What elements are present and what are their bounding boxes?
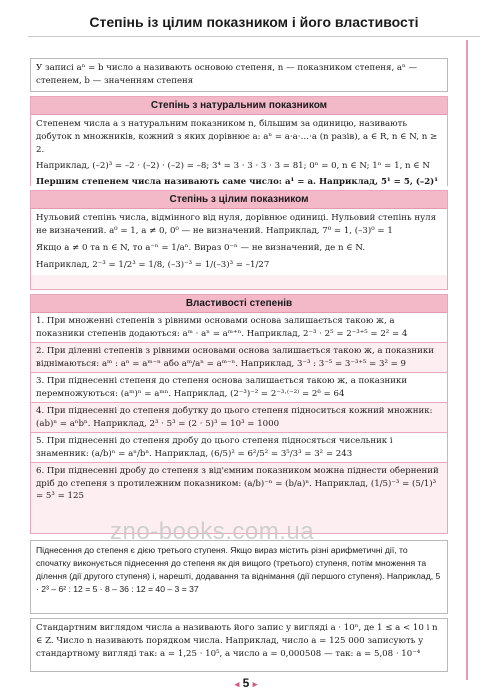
natural-power-header: Степінь з натуральним показником (31, 97, 447, 115)
property-item: 4. При піднесенні до степеня добутку до цього степеня підноситься кожний множник: (ab)ⁿ = aⁿbⁿ. Наприклад, 2³ · 5³ = (2 · 5)³ = 10³ = 1000 (31, 403, 447, 433)
power-properties-header: Властивості степенів (31, 295, 447, 313)
operations-order-box (30, 540, 448, 614)
property-item: 3. При піднесенні степеня до степеня основа залишається такою ж, а показники перемножуються: (aᵐ)ⁿ = aᵐⁿ. Наприклад, (2⁻³)⁻² = 2⁻³·⁽⁻²⁾ = 2⁶ = 64 (31, 373, 447, 403)
natural-power-definition: Степенем числа a з натуральним показником n, більшим за одиницю, називають добуток n множників, кожний з яких дорівнює a: aⁿ = a·a·…·a (n разів), a ∈ R, n ∈ N, n ≥ 2. (36, 119, 438, 155)
natural-power-panel (30, 96, 448, 186)
zero-power-definition: Нульовий степінь числа, відмінного від нуля, дорівнює одиниці. Нульовий степінь нуля не визначений. a⁰ = 1, a ≠ 0, 0⁰ — не визначений. Наприклад, 7⁰ = 1, (–3)⁰ = 1 (36, 213, 437, 236)
intro-text: У записі aⁿ = b число a називають основою степеня, n — показником степеня, aⁿ — степенем, b — значенням степеня (36, 63, 418, 86)
negative-power-definition: Якщо a ≠ 0 та n ∈ N, то a⁻ⁿ = 1/aⁿ. Вираз 0⁻ⁿ — не визначений, де n ∈ N. (36, 243, 366, 253)
integer-power-header: Степінь з цілим показником (31, 191, 447, 209)
prev-arrow-icon: ◂ (234, 679, 240, 689)
standard-form-text: Стандартним виглядом числа a називають його запис у вигляді a · 10ⁿ, де 1 ≤ a < 10 і n ∈ Z. Число n називають порядком числа. Наприклад, число a = 125 000 записують у стандартному вигляді так: a = 1,25 · 10⁵, а число a = 0,000508 — так: a = 5,08 · 10⁻⁴ (36, 623, 438, 659)
property-item: 6. При піднесенні дробу до степеня з від'ємним показником можна піднести обернений дріб до степеня з протилежним показником: (a/b)⁻ⁿ = (b/a)ⁿ. Наприклад, (1/5)⁻³ = (5/1)³ = 5³ = 125 (31, 463, 447, 505)
watermark: zno-books.com.ua (110, 518, 315, 545)
first-power-definition: Першим степенем числа називають саме число: a¹ = a. Наприклад, 5¹ = 5, (–2)¹ (36, 177, 439, 187)
power-properties-panel (30, 294, 448, 534)
page-number (226, 676, 266, 694)
intro-box (30, 58, 448, 92)
property-item: 2. При діленні степенів з рівними основами основа залишається такою ж, а показники віднімаються: aᵐ : aⁿ = aᵐ⁻ⁿ або aᵐ/aⁿ = aᵐ⁻ⁿ. Наприклад, 3⁻³ : 3⁻⁵ = 3⁻³⁺⁵ = 3² = 9 (31, 343, 447, 373)
property-item: 1. При множенні степенів з рівними основами основа залишається такою ж, а показники степенів додаються: aᵐ · aⁿ = aᵐ⁺ⁿ. Наприклад, 2⁻³ · 2⁵ = 2⁻³⁺⁵ = 2² = 4 (31, 313, 447, 343)
page-margin-line (466, 40, 486, 680)
page-title: Степінь із цілим показником і його властивості (28, 8, 480, 37)
page-number-value: 5 (242, 676, 250, 690)
integer-power-panel (30, 190, 448, 290)
property-item: 5. При піднесенні до степеня дробу до цього степеня підносяться чисельник і знаменник: (a/b)ⁿ = aⁿ/bⁿ. Наприклад, (6/5)² = 6²/5² = 3⁵/3³ = 3² = 243 (31, 433, 447, 463)
operations-order-text: Піднесення до степеня є дією третього ступеня. Якщо вираз містить різні арифметичні дії, то спочатку виконується піднесення до степеня як дія вищого (третього) ступеня, потім множення та ділення (дії другого ступеня) і, нарешті, додавання та віднімання (дії першого ступеня). Наприклад, 5 · 2³ – 6² : 12 = 5 · 8 – 36 : 12 = 40 – 3 = 37 (36, 545, 441, 594)
natural-power-example: Наприклад, (–2)³ = –2 · (–2) · (–2) = –8; 3⁴ = 3 · 3 · 3 · 3 = 81; 0ⁿ = 0, n ∈ N; 1ⁿ = 1, n ∈ N (36, 161, 430, 171)
next-arrow-icon: ▸ (252, 679, 258, 689)
negative-power-example: Наприклад, 2⁻³ = 1/2³ = 1/8, (–3)⁻³ = 1/(–3)³ = –1/27 (36, 260, 270, 270)
standard-form-box (30, 618, 448, 672)
